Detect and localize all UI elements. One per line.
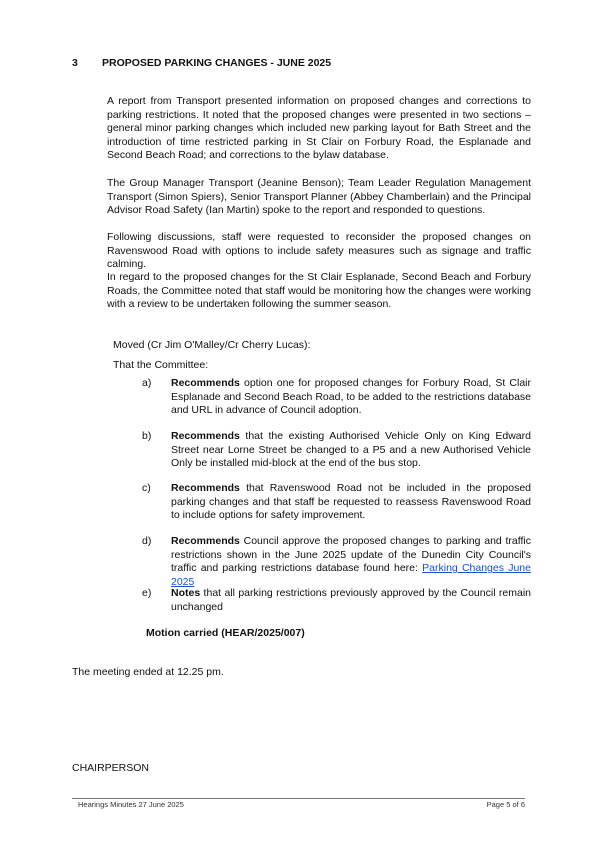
- motion-carried: Motion carried (HEAR/2025/007): [146, 627, 305, 639]
- resolution-keyword: Recommends: [171, 482, 240, 494]
- footer-divider: [72, 798, 525, 799]
- chairperson-label: CHAIRPERSON: [72, 762, 150, 774]
- parking-changes-link[interactable]: Parking Changes June 2025: [171, 562, 531, 588]
- resolution-item: [107, 430, 531, 471]
- meeting-end: The meeting ended at 12.25 pm.: [72, 666, 224, 678]
- resolution-letter: b): [142, 430, 152, 442]
- resolution-keyword: Recommends: [171, 377, 240, 389]
- resolution-text: that Ravenswood Road not be included in the proposed parking changes and that staff be requested to reassess Ravenswood Road to include options for safety improvement.: [171, 482, 531, 522]
- section-title: PROPOSED PARKING CHANGES - JUNE 2025: [102, 57, 332, 69]
- footer-page-number: Page 5 of 6: [486, 800, 525, 809]
- resolution-text: option one for proposed changes for Forbury Road, St Clair Esplanade and Second Beach Road, to be added to the restrictions database and URL in advance of Council adoption.: [171, 377, 531, 417]
- resolution-text: that all parking restrictions previously approved by the Council remain unchanged: [171, 587, 531, 613]
- resolution-letter: c): [142, 482, 151, 494]
- resolution-item: [107, 482, 531, 523]
- paragraph-discussions: Following discussions, staff were requested to reconsider the proposed changes on Ravenswood Road with options to include safety measures such as signage and traffic calming.: [107, 231, 531, 271]
- section-number: 3: [72, 57, 78, 69]
- resolution-text: Council approve the proposed changes to parking and traffic restrictions shown in the June 2025 update of the Dunedin City Council's traffic and parking restrictions database found here:: [171, 535, 531, 575]
- resolution-item: [107, 535, 531, 589]
- resolution-keyword: Notes: [171, 587, 201, 599]
- resolution-letter: e): [142, 587, 152, 599]
- resolution-letter: d): [142, 535, 152, 547]
- resolution-keyword: Recommends: [171, 535, 240, 547]
- paragraph-speakers: The Group Manager Transport (Jeanine Benson); Team Leader Regulation Management Transport (Simon Spiers), Senior Transport Planner (Abbey Chamberlain) and the Principal Advisor Road Safety (Ian Martin) spoke to the report and responded to questions.: [107, 177, 531, 217]
- resolution-keyword: Recommends: [171, 430, 240, 442]
- footer-document-title: Hearings Minutes 27 June 2025: [78, 800, 184, 809]
- moved-line: Moved (Cr Jim O'Malley/Cr Cherry Lucas):: [113, 339, 311, 351]
- resolution-letter: a): [142, 377, 152, 389]
- resolution-item: [107, 587, 531, 614]
- paragraph-monitoring: In regard to the proposed changes for the St Clair Esplanade, Second Beach and Forbury Roads, the Committee noted that staff would be monitoring how the changes were working with a review to be undertaken following the summer season.: [107, 271, 531, 311]
- that-committee-line: That the Committee:: [113, 359, 209, 371]
- resolution-text: that the existing Authorised Vehicle Only on King Edward Street near Lorne Street be changed to a P5 and a new Authorised Vehicle Only be installed mid-block at the end of the bus stop.: [171, 430, 531, 470]
- resolution-item: [107, 377, 531, 418]
- paragraph-report: A report from Transport presented information on proposed changes and corrections to parking restrictions. It noted that the proposed changes were presented in two sections – general minor parking changes which included new parking layout for Bath Street and the introduction of time restricted parking in St Clair on Forbury Road, the Esplanade and Second Beach Road; and corrections to the bylaw database.: [107, 95, 531, 162]
